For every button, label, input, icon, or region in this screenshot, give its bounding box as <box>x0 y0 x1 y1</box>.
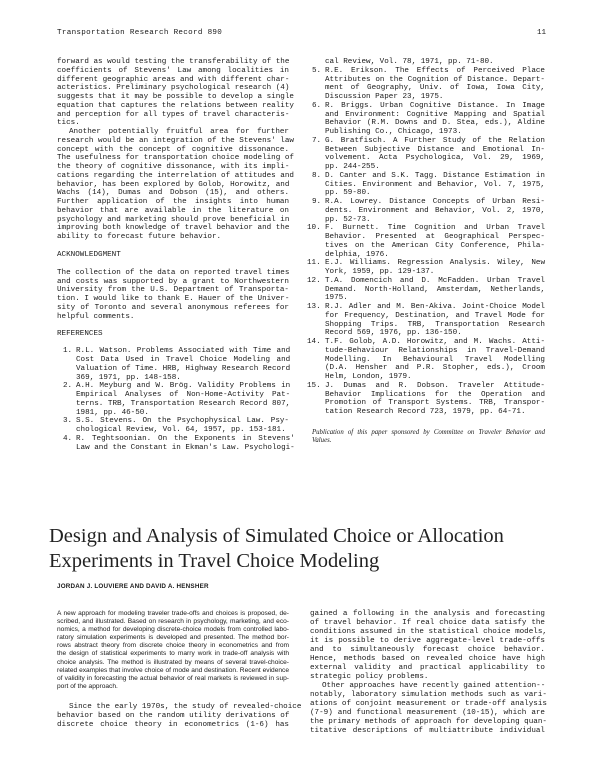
text-line: improving both knowledge of travel behavior and the <box>57 224 290 233</box>
reference-line: Behavior. Presented at Geographical Perspec- <box>325 233 545 241</box>
reference-number: 10. <box>307 224 321 233</box>
reference-line: Valuation of Time. HRB, Highway Research Record <box>76 364 291 373</box>
reference-number: 14. <box>307 338 321 346</box>
text-line: behavior based on the random utility derivations of <box>57 712 290 720</box>
reference-number: 2. <box>63 382 73 391</box>
text-line: Further application of the insights into human <box>57 198 289 206</box>
reference-item <box>312 102 545 137</box>
text-line: behavior, has been explored by Golob, Horowitz, and <box>57 180 290 189</box>
text-line: it is possible to derive aggregate-level trade-offs <box>310 637 545 645</box>
acknowledgment-heading: ACKNOWLEDGMENT <box>57 250 121 259</box>
reference-line: 1981, pp. 46-50. <box>76 408 149 417</box>
text-line: Values. <box>312 436 332 444</box>
text-line: and costs was supported by a grant to Northwestern <box>57 277 289 286</box>
reference-item <box>307 338 545 382</box>
reference-item <box>307 276 545 303</box>
reference-line: A.H. Meyburg and W. Brög. Validity Problems in <box>76 382 291 391</box>
text-line: Wachs (14), Dumas and Dobson (15), and others. <box>57 189 289 198</box>
text-line: (7-9) and functional measurement (10-15), which are <box>310 709 545 717</box>
reference-line: for Frequency, Destination, and Travel Mode for <box>325 311 545 320</box>
text-line: discrete choice theory in econometrics (1-6) has <box>57 721 289 729</box>
reference-line: volvement. Acta Psychologica, Vol. 29, 1969, <box>325 154 545 163</box>
reference-item <box>312 137 545 172</box>
reference-line: dents. Environment and Behavior, Vol. 2, 1970, <box>325 206 545 215</box>
reference-line: tives on the American City Conference, Phila- <box>325 241 545 250</box>
authors: JORDAN J. LOUVIERE AND DAVID A. HENSHER <box>57 583 209 590</box>
reference-line: Behavior (R.M. Downs and D. Stea, eds.), Aldine <box>325 119 545 128</box>
reference-line: Behavior Implications for the Operation and <box>325 390 545 399</box>
text-line: gained a following in the analysis and forecasting <box>310 610 545 618</box>
reference-number: 15. <box>307 381 321 390</box>
reference-item <box>312 198 545 224</box>
text-line: choice analysis. The method is illustrated by means of several travel-choice- <box>57 658 289 666</box>
text-line: Hence, methods based on revealed choice have high <box>310 655 545 663</box>
reference-item <box>307 259 545 277</box>
text-line: ratory simulation experiments is developed and presented. The method bor- <box>57 634 289 642</box>
text-line: concept with the concept of cognitive dissonance. <box>57 145 289 154</box>
paragraph <box>310 682 545 736</box>
text-line: nomics, a method for developing discrete-choice models from controlled labo- <box>57 626 289 634</box>
abstract <box>57 610 289 691</box>
reference-line: Helm, London, 1979. <box>325 373 412 381</box>
text-line: rows abstract theory from discrete choice theory in econometrics and from <box>57 642 289 650</box>
text-line: forward as would testing the transferability of the <box>57 58 290 66</box>
paragraph <box>310 610 545 682</box>
text-line: The collection of the data on reported travel times <box>57 268 290 277</box>
reference-line: cal Review, Vol. 78, 1971, pp. 71-80. <box>325 58 494 66</box>
reference-line: Modelling. In Behavioural Travel Modelling <box>325 355 545 364</box>
reference-line: F. Burnett. Time Cognition and Urban Travel <box>325 224 545 233</box>
reference-line: delphia, 1976. <box>325 250 389 259</box>
reference-item <box>312 58 545 67</box>
text-line: psychology and marketing should prove beneficial in <box>57 215 290 224</box>
body-text-left <box>57 703 302 730</box>
sponsor-footnote <box>312 429 545 445</box>
reference-line: G. Bratfisch. A Further Study of the Relation <box>325 136 545 145</box>
text-line: of travel behavior. If real choice data satisfy the <box>310 619 545 627</box>
paragraph <box>57 58 294 128</box>
text-line: notably, laboratory simulation methods such as vari- <box>310 691 547 699</box>
text-line: titative descriptions of multiattribute individual <box>310 727 545 735</box>
reference-line: T.F. Golob, A.D. Horowitz, and M. Wachs. Atti- <box>325 338 545 346</box>
text-line: Publication of this paper sponsored by Committee on Traveler Behavior and <box>312 428 545 436</box>
text-line: Another potentially fruitful area for further <box>69 128 289 136</box>
reference-number: 1. <box>63 347 73 356</box>
reference-line: terns. TRB, Transportation Research Record 807, <box>76 399 291 408</box>
reference-number: 8. <box>312 171 322 180</box>
text-line: Since the early 1970s, the study of revealed-choice <box>69 703 302 711</box>
text-line: The usefulness for transportation choice modeling of <box>57 154 294 163</box>
reference-item <box>307 224 545 259</box>
reference-line: R.A. Lowrey. Distance Concepts of Urban Resi- <box>325 198 545 206</box>
text-line: behavior that are available in the literature on <box>57 206 289 215</box>
article-title <box>49 524 504 574</box>
reference-item <box>63 417 289 435</box>
reference-line: S.S. Stevens. On the Psychophysical Law. Psy- <box>76 417 289 426</box>
text-line: of validity in forecasting the actual behavior of real markets is reviewed in sup- <box>57 674 289 682</box>
text-line: the theory of cognitive dissonance, with its impli- <box>57 163 290 171</box>
reference-item <box>312 172 545 198</box>
reference-line: Record 569, 1976, pp. 136-150. <box>325 329 462 338</box>
text-line: scribed, and illustrated. Based on research in psychology, marketing, and eco- <box>57 618 289 626</box>
reference-line: R. Teghtsoonian. On the Exponents in Stevens' <box>76 434 295 443</box>
reference-line: (D.A. Hensher and P.R. Stopher, eds.), Croom <box>325 364 545 373</box>
text-line: A new approach for modeling traveler trade-offs and choices is proposed, de- <box>57 610 289 617</box>
reference-item <box>63 382 289 417</box>
text-line: tion. I would like to thank E. Hauer of the Univer- <box>57 295 290 303</box>
reference-line: R.J. Adler and M. Ben-Akiva. Joint-Choice Model <box>325 303 545 311</box>
text-line: ability to forecast future behavior. <box>57 233 222 241</box>
reference-line: Between Subjective Distance and Emotional In- <box>325 145 545 154</box>
text-line: acteristics. Preliminary psychological research (4) <box>57 84 290 93</box>
reference-item <box>312 67 545 102</box>
reference-number: 4. <box>63 434 73 443</box>
acknowledgment-text <box>57 269 289 322</box>
reference-line: R. Briggs. Urban Cognitive Distance. In Image <box>325 101 545 110</box>
right-column <box>307 58 545 445</box>
reference-number: 13. <box>307 303 321 311</box>
reference-number <box>312 58 325 67</box>
text-line: different geographic areas and with different char- <box>57 75 290 84</box>
text-line: helpful comments. <box>57 312 135 321</box>
text-line: and to simultaneously forecast choice behavior. <box>310 646 545 654</box>
reference-line: Promotion of Transport Systems. TRB, Transpor- <box>325 399 545 408</box>
text-line: Other approaches have recently gained attention-- <box>322 682 546 690</box>
text-line: strategic policy problems. <box>310 673 429 681</box>
reference-item <box>63 347 289 382</box>
reference-line: chological Review, Vol. 64, 1957, pp. 153-181. <box>76 426 286 434</box>
reference-line: pp. 244-255. <box>325 163 380 171</box>
title-line: Design and Analysis of Simulated Choice or Allocation <box>49 525 504 547</box>
reference-line: 369, 1971, pp. 148-158. <box>76 373 181 382</box>
text-line: suggests that it may be possible to develop a single <box>57 93 294 101</box>
reference-line: ment of Geography, Univ. of Iowa, Iowa City, <box>325 84 545 93</box>
reference-line: Cost Data Used in Travel Choice Modeling and <box>76 356 291 364</box>
reference-line: and Environment: Cognitive Mapping and Spatial <box>325 110 545 119</box>
reference-number: 7. <box>312 136 322 145</box>
reference-line: tude-Behaviour Relationships in Travel-Demand <box>325 346 545 355</box>
reference-line: Empirical Analyses of Non-Home-Activity Pat- <box>76 391 291 399</box>
reference-line: York, 1959, pp. 129-137. <box>325 268 435 276</box>
reference-item <box>307 381 545 417</box>
reference-number: 6. <box>312 101 322 110</box>
body-text-right <box>310 610 545 736</box>
reference-item <box>63 434 295 453</box>
reference-line: E.J. Williams. Regression Analysis. Wiley, New <box>325 259 545 268</box>
text-line: and perception for all types of travel characteris- <box>57 110 290 119</box>
text-line: conditions assumed in the statistical choice models, <box>310 628 547 636</box>
text-line: cations regarding the interrelation of attitudes and <box>57 171 294 180</box>
text-line: equation that captures the relations between reality <box>57 101 294 110</box>
page-number: 11 <box>537 29 547 37</box>
paragraph <box>57 128 294 242</box>
text-line: sity of Toronto and several anonymous referees for <box>57 303 289 312</box>
text-line: ations of conjoint measurement or trade-off analysis <box>310 700 547 708</box>
reference-item <box>307 303 545 338</box>
reference-number: 9. <box>312 198 322 206</box>
reference-line: Demand. North-Holland, Amsterdam, Netherlands, <box>325 285 545 294</box>
reference-line: T.A. Domencich and D. McFadden. Urban Travel <box>325 276 545 285</box>
left-column <box>57 58 295 452</box>
reference-line: J. Dumas and R. Dobson. Traveler Attitude- <box>325 381 545 390</box>
running-header: Transportation Research Record 890 <box>57 29 223 37</box>
text-line: port of the approach. <box>57 682 118 690</box>
reference-line: Shopping Trips. TRB, Transportation Research <box>325 320 545 329</box>
reference-number: 5. <box>312 66 322 75</box>
text-line: tics. <box>57 119 80 128</box>
text-line: related examples that involve choice of mode and destination. Recent evidence <box>57 666 289 674</box>
reference-line: R.E. Erikson. The Effects of Perceived Place <box>325 66 545 75</box>
reference-line: R.L. Watson. Problems Associated with Time and <box>76 347 291 356</box>
reference-line: Cities. Environment and Behavior, Vol. 7, 1975, <box>325 180 545 189</box>
text-line: coefficients of Stevens' Law among localities in <box>57 66 289 75</box>
text-line: the design of statistical experiments to marry work in trade-off analysis with <box>57 650 289 658</box>
text-line: University from the U.S. Department of Transporta- <box>57 286 289 295</box>
reference-line: pp. 59-80. <box>325 189 371 198</box>
references-list-right <box>307 58 545 417</box>
reference-number: 12. <box>307 276 321 285</box>
reference-line: 1975. <box>325 294 348 303</box>
reference-line: Attributes on the Cognition of Distance. Depart- <box>325 75 545 84</box>
reference-line: pp. 52-73. <box>325 215 371 224</box>
reference-number: 3. <box>63 417 73 426</box>
reference-line: Discussion Paper 23, 1975. <box>325 93 444 101</box>
reference-line: Law and the Constant in Ekman's Law. Psychologi- <box>76 443 295 452</box>
reference-number: 11. <box>307 259 321 268</box>
references-list-left <box>57 347 295 452</box>
reference-line: Publishing Co., Chicago, 1973. <box>325 128 462 136</box>
reference-line: D. Canter and S.K. Tagg. Distance Estimation in <box>325 171 545 180</box>
title-line: Experiments in Travel Choice Modeling <box>49 550 380 572</box>
text-line: external validity and practical applicability to <box>310 664 545 672</box>
reference-line: tation Research Record 723, 1979, pp. 64-71. <box>325 408 526 416</box>
references-heading: REFERENCES <box>57 330 103 339</box>
text-line: the primary methods of approach for developing quan- <box>310 718 547 726</box>
text-line: research would be an integration of the Stevens' law <box>57 136 294 145</box>
